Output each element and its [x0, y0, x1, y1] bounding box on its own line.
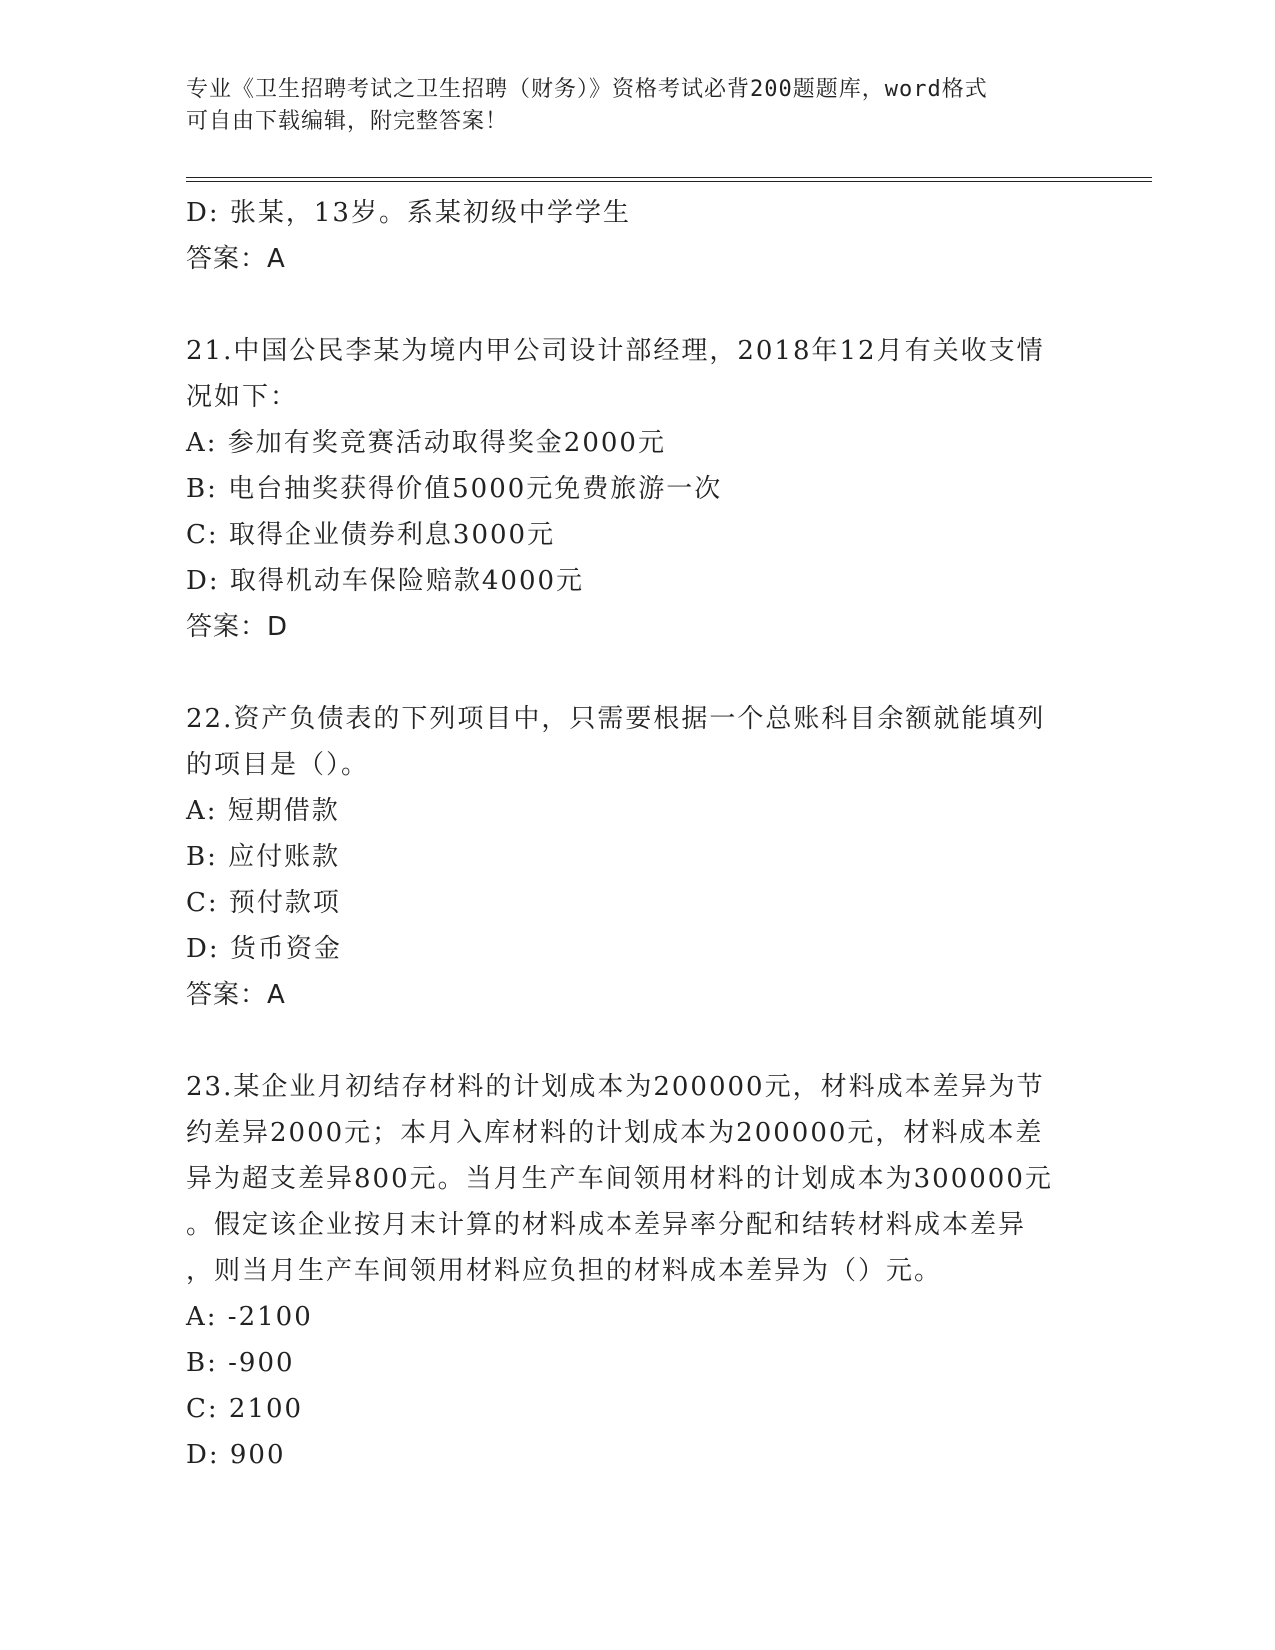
q21-option-a: A: 参加有奖竞赛活动取得奖金2000元 — [186, 428, 666, 458]
header-title-line-2: 可自由下载编辑，附完整答案！ — [186, 109, 509, 134]
q22-stem-line-2: 的项目是（）。 — [186, 750, 370, 780]
header-divider-top — [186, 177, 1152, 178]
q22-answer: 答案：A — [186, 980, 286, 1010]
header-divider-bottom — [186, 181, 1152, 182]
document-header — [186, 74, 1086, 138]
q23-option-b: B: -900 — [186, 1348, 295, 1378]
q22-option-d: D: 货币资金 — [186, 934, 342, 964]
prev-question-option-d: D: 张某，13岁。系某初级中学学生 — [186, 198, 631, 228]
question-23 — [186, 1064, 1086, 1478]
q22-option-b: B: 应付账款 — [186, 842, 341, 872]
q22-option-a: A: 短期借款 — [186, 796, 340, 826]
spacer — [186, 282, 1086, 328]
question-21 — [186, 328, 1086, 650]
q23-stem-line-4: 。假定该企业按月末计算的材料成本差异率分配和结转材料成本差异 — [186, 1210, 1027, 1240]
q22-stem-line-1: 22.资产负债表的下列项目中，只需要根据一个总账科目余额就能填列 — [186, 704, 1046, 734]
q21-option-c: C: 取得企业债券利息3000元 — [186, 520, 556, 550]
q22-option-c: C: 预付款项 — [186, 888, 341, 918]
question-22 — [186, 696, 1086, 1018]
q23-option-c: C: 2100 — [186, 1394, 304, 1424]
q21-stem-line-1: 21.中国公民李某为境内甲公司设计部经理，2018年12月有关收支情 — [186, 336, 1045, 366]
q23-option-d: D: 900 — [186, 1440, 286, 1470]
q23-stem-line-2: 约差异2000元；本月入库材料的计划成本为200000元，材料成本差 — [186, 1118, 1044, 1148]
header-title-line-1: 专业《卫生招聘考试之卫生招聘（财务）》资格考试必背200题题库，word格式 — [186, 77, 988, 102]
prev-question-answer: 答案：A — [186, 244, 286, 274]
q23-stem-line-3: 异为超支差异800元。当月生产车间领用材料的计划成本为300000元 — [186, 1164, 1053, 1194]
q23-option-a: A: -2100 — [186, 1302, 313, 1332]
question-list — [186, 190, 1086, 1478]
spacer — [186, 650, 1086, 696]
q21-stem-line-2: 况如下： — [186, 382, 299, 412]
q23-stem-line-1: 23.某企业月初结存材料的计划成本为200000元，材料成本差异为节 — [186, 1072, 1045, 1102]
q21-option-b: B: 电台抽奖获得价值5000元免费旅游一次 — [186, 474, 723, 504]
q23-stem-line-5: ，则当月生产车间领用材料应负担的材料成本差异为（）元。 — [186, 1256, 943, 1286]
spacer — [186, 1018, 1086, 1064]
q21-option-d: D: 取得机动车保险赔款4000元 — [186, 566, 585, 596]
q21-answer: 答案：D — [186, 612, 289, 642]
